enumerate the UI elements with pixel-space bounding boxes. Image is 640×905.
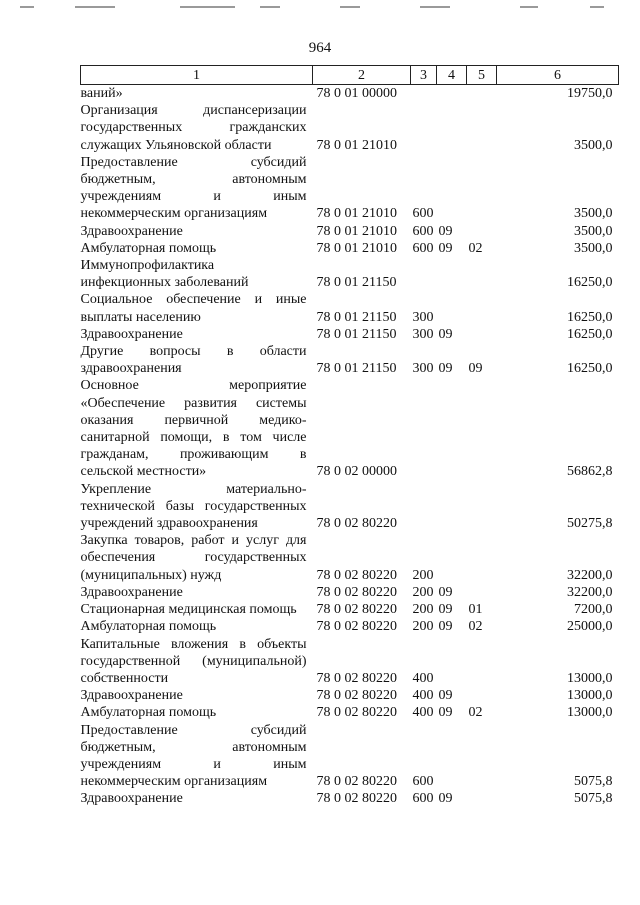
expense-type-code: 600 — [412, 774, 434, 790]
item-name: Здравоохранение — [80, 223, 183, 239]
item-name: Здравоохранение — [80, 326, 183, 342]
expense-type-code: 400 — [412, 670, 434, 686]
target-code: 78 0 02 80220 — [316, 688, 397, 704]
table-row — [81, 532, 619, 584]
target-code: 78 0 02 80220 — [316, 705, 397, 721]
subsection-code — [467, 532, 497, 584]
target-code: 78 0 01 21150 — [316, 309, 397, 325]
section-code: 09 — [438, 240, 453, 256]
amount-value: 13000,0 — [567, 688, 613, 704]
item-name: Предоставление субсидий бюджетным, автономным учреждениям и иным некоммерческим организациям — [80, 722, 307, 790]
item-name: Укрепление материально-технической базы государственных учреждений здравоохранения — [80, 481, 307, 532]
scan-artifact-top — [20, 6, 620, 10]
expense-type-code — [411, 257, 437, 291]
header-cell: 2 — [313, 66, 411, 85]
section-code: 09 — [438, 223, 453, 239]
expense-type-code: 300 — [412, 309, 434, 325]
table-row — [81, 636, 619, 688]
table-row — [81, 584, 619, 601]
subsection-code — [467, 154, 497, 223]
table-row — [81, 790, 619, 807]
item-name: Социальное обеспечение и иные выплаты населению — [80, 292, 307, 325]
amount-value: 16250,0 — [567, 361, 613, 377]
target-code: 78 0 02 00000 — [316, 464, 397, 480]
item-name: Другие вопросы в области здравоохранения — [80, 344, 307, 377]
section-code: 09 — [438, 584, 453, 600]
subsection-code: 02 — [468, 619, 483, 635]
expense-type-code: 200 — [412, 567, 434, 583]
table-row — [81, 601, 619, 618]
table-row — [81, 102, 619, 154]
target-code: 78 0 02 80220 — [316, 619, 397, 635]
target-code: 78 0 02 80220 — [316, 602, 397, 618]
target-code: 78 0 02 80220 — [316, 791, 397, 807]
item-name: ваний» — [80, 86, 123, 101]
item-name: Капитальные вложения в объекты государственной (муниципальной) собственности — [80, 636, 307, 686]
expense-type-code: 400 — [412, 688, 434, 704]
target-code: 78 0 02 80220 — [316, 670, 397, 686]
subsection-code — [467, 636, 497, 688]
section-code — [437, 154, 467, 223]
expense-type-code: 600 — [412, 223, 434, 239]
section-code — [437, 481, 467, 533]
item-name: Здравоохранение — [80, 791, 183, 807]
table-row — [81, 704, 619, 721]
section-code — [437, 636, 467, 688]
target-code: 78 0 01 21010 — [316, 206, 397, 222]
amount-value: 32200,0 — [567, 584, 613, 600]
expense-type-code: 300 — [412, 361, 434, 377]
amount-value: 13000,0 — [567, 705, 613, 721]
amount-value: 3500,0 — [574, 223, 613, 239]
target-code: 78 0 01 21010 — [316, 223, 397, 239]
page-number: 964 — [308, 40, 332, 56]
subsection-code — [467, 584, 497, 601]
section-code: 09 — [438, 705, 453, 721]
expense-type-code — [411, 377, 437, 480]
amount-value: 25000,0 — [567, 619, 613, 635]
subsection-code — [467, 85, 497, 103]
item-name: Здравоохранение — [80, 584, 183, 600]
item-name: Стационарная медицинская помощь — [80, 602, 297, 618]
header-cell: 6 — [497, 66, 619, 85]
item-name: Иммунопрофилактика инфекционных заболеваний — [80, 258, 249, 291]
amount-value: 3500,0 — [574, 240, 613, 256]
expense-type-code — [411, 102, 437, 154]
amount-value: 7200,0 — [574, 602, 613, 618]
section-code: 09 — [438, 619, 453, 635]
item-name: Организация диспансеризации государственных гражданских служащих Ульяновской области — [80, 103, 307, 153]
expense-type-code: 200 — [412, 584, 434, 600]
amount-value: 13000,0 — [567, 670, 613, 686]
table-body — [81, 85, 619, 808]
item-name: Амбулаторная помощь — [80, 619, 217, 635]
table-row — [81, 257, 619, 291]
subsection-code — [467, 291, 497, 325]
amount-value: 32200,0 — [567, 567, 613, 583]
section-code — [437, 85, 467, 103]
amount-value: 3500,0 — [574, 137, 613, 153]
target-code: 78 0 02 80220 — [316, 584, 397, 600]
target-code: 78 0 01 21150 — [316, 275, 397, 291]
subsection-code — [467, 377, 497, 480]
subsection-code: 02 — [468, 240, 483, 256]
item-name: Амбулаторная помощь — [80, 240, 217, 256]
table-row — [81, 481, 619, 533]
subsection-code: 02 — [468, 705, 483, 721]
subsection-code — [467, 223, 497, 240]
amount-value: 5075,8 — [574, 774, 613, 790]
section-code: 09 — [438, 688, 453, 704]
section-code — [437, 291, 467, 325]
section-code: 09 — [438, 791, 453, 807]
table-row — [81, 85, 619, 103]
section-code — [437, 532, 467, 584]
expense-type-code: 600 — [412, 206, 434, 222]
expense-type-code — [411, 481, 437, 533]
table-row — [81, 722, 619, 791]
section-code — [437, 377, 467, 480]
budget-table-container — [80, 65, 618, 808]
budget-table — [80, 65, 619, 808]
target-code: 78 0 02 80220 — [316, 774, 397, 790]
item-name: Здравоохранение — [80, 688, 183, 704]
subsection-code: 01 — [468, 602, 483, 618]
item-name: Предоставление субсидий бюджетным, автономным учреждениям и иным некоммерческим организациям — [80, 154, 307, 222]
header-cell: 4 — [437, 66, 467, 85]
amount-value: 16250,0 — [567, 309, 613, 325]
subsection-code — [467, 481, 497, 533]
target-code: 78 0 02 80220 — [316, 516, 397, 532]
expense-type-code: 600 — [412, 791, 434, 807]
section-code: 09 — [438, 326, 453, 342]
section-code: 09 — [438, 602, 453, 618]
amount-value: 16250,0 — [567, 326, 613, 342]
item-name: Амбулаторная помощь — [80, 705, 217, 721]
amount-value: 19750,0 — [567, 86, 613, 101]
amount-value: 50275,8 — [567, 516, 613, 532]
table-row — [81, 240, 619, 257]
subsection-code: 09 — [468, 361, 483, 377]
section-code — [437, 102, 467, 154]
section-code — [437, 257, 467, 291]
expense-type-code — [411, 85, 437, 103]
subsection-code — [467, 790, 497, 807]
table-row — [81, 687, 619, 704]
table-row — [81, 343, 619, 377]
expense-type-code: 400 — [412, 705, 434, 721]
target-code: 78 0 01 21150 — [316, 326, 397, 342]
table-row — [81, 618, 619, 635]
table-row — [81, 377, 619, 480]
table-row — [81, 223, 619, 240]
table-row — [81, 291, 619, 325]
expense-type-code: 600 — [412, 240, 434, 256]
table-row — [81, 154, 619, 223]
item-name: Закупка товаров, работ и услуг для обеспечения государственных (муниципальных) нужд — [80, 533, 307, 583]
expense-type-code: 300 — [412, 326, 434, 342]
target-code: 78 0 01 00000 — [316, 86, 397, 101]
expense-type-code: 200 — [412, 619, 434, 635]
subsection-code — [467, 722, 497, 791]
header-row — [81, 66, 619, 85]
amount-value: 3500,0 — [574, 206, 613, 222]
section-code — [437, 722, 467, 791]
header-cell: 3 — [411, 66, 437, 85]
target-code: 78 0 01 21010 — [316, 137, 397, 153]
header-cell: 5 — [467, 66, 497, 85]
section-code: 09 — [438, 361, 453, 377]
subsection-code — [467, 687, 497, 704]
target-code: 78 0 02 80220 — [316, 567, 397, 583]
target-code: 78 0 01 21150 — [316, 361, 397, 377]
expense-type-code: 200 — [412, 602, 434, 618]
item-name: Основное мероприятие «Обеспечение развития системы оказания первичной медико-санитарной помощи, в том числе гражданам, проживающим в сельской местности» — [80, 378, 307, 480]
table-row — [81, 326, 619, 343]
amount-value: 5075,8 — [574, 791, 613, 807]
target-code: 78 0 01 21010 — [316, 240, 397, 256]
header-cell: 1 — [81, 66, 313, 85]
amount-value: 16250,0 — [567, 275, 613, 291]
subsection-code — [467, 257, 497, 291]
amount-value: 56862,8 — [567, 464, 613, 480]
subsection-code — [467, 326, 497, 343]
subsection-code — [467, 102, 497, 154]
